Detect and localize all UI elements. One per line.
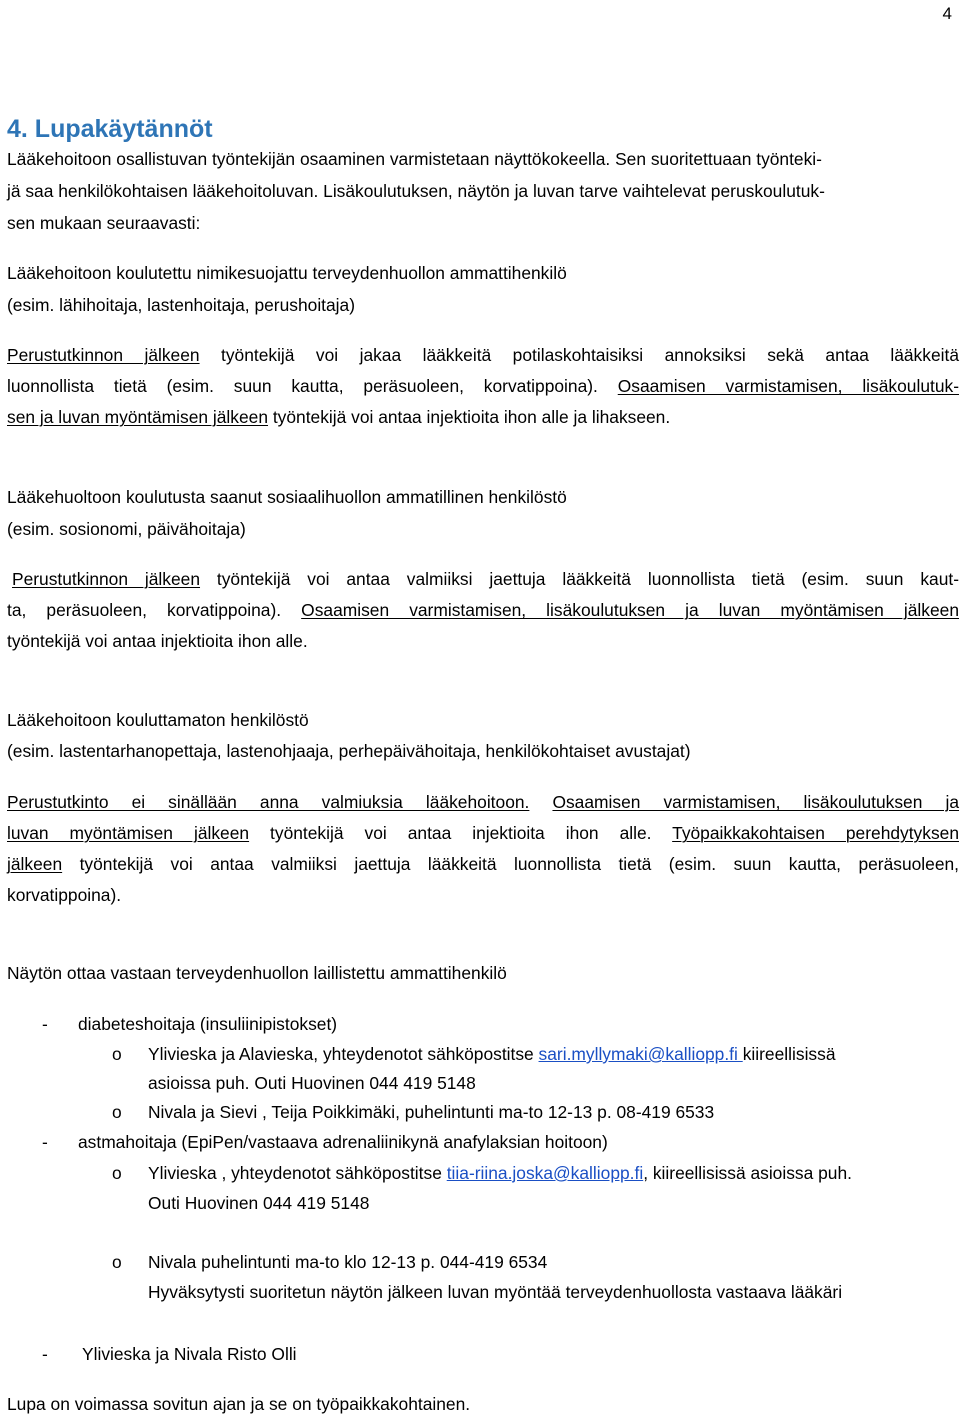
sublist-item-nivala-asthma: Nivala puhelintunti ma-to klo 12-13 p. 044-419 6534 [148, 1252, 548, 1272]
underlined-phrase: Osaamisen varmistamisen, lisäkoulutuk- [617, 376, 959, 396]
section-text-line-2 [7, 595, 959, 626]
text-span: työntekijä voi antaa injektioita ihon alle ja lihakseen. [268, 407, 671, 427]
underlined-phrase: sen ja luvan myöntämisen jälkeen [7, 407, 269, 427]
list-item-diabetes: diabeteshoitaja (insuliinipistokset) [78, 1014, 338, 1034]
section-text-line-1 [7, 787, 959, 818]
sublist-item-approval-note: Hyväksytysti suoritetun näytön jälkeen luvan myöntää terveydenhuollosta vastaava lääkäri [148, 1282, 843, 1302]
section-heading: 4. Lupakäytännöt [7, 115, 213, 143]
list-item-asthma: astmahoitaja (EpiPen/vastaava adrenaliinikynä anafylaksian hoitoon) [78, 1132, 608, 1152]
text-span: työntekijä voi jakaa lääkkeitä potilaskohtaisiksi annoksiksi sekä antaa lääkkeitä [199, 345, 959, 365]
list-bullet: o [112, 1252, 122, 1272]
underlined-phrase: Osaamisen varmistamisen, lisäkoulutuksen ja luvan myöntämisen jälkeen [301, 600, 959, 620]
section-text-line-3 [7, 849, 959, 880]
section-text-line-4: korvatippoina). [7, 885, 122, 905]
section-examples: (esim. lähihoitaja, lastenhoitaja, perushoitaja) [7, 295, 356, 315]
list-item-physician: Ylivieska ja Nivala Risto Olli [82, 1344, 297, 1364]
text-span: luonnollista tietä (esim. suun kautta, peräsuoleen, korvatippoina). [7, 376, 618, 396]
sublist-item-continuation: Outi Huovinen 044 419 5148 [148, 1193, 370, 1213]
section-text-line-1 [12, 564, 959, 595]
section-title: Lääkehoitoon koulutettu nimikesuojattu terveydenhuollon ammattihenkilö [7, 263, 567, 283]
page-number: 4 [942, 4, 952, 23]
section-title: Lääkehoitoon kouluttamaton henkilöstö [7, 710, 309, 730]
text-span: työntekijä voi antaa valmiiksi jaettuja lääkkeitä luonnollista tietä (esim. suun kaut- [200, 569, 959, 589]
receiver-line: Näytön ottaa vastaan terveydenhuollon laillistettu ammattihenkilö [7, 963, 507, 983]
underlined-phrase: Osaamisen varmistamisen, lisäkoulutuksen ja [552, 792, 959, 812]
underlined-phrase: Työpaikkakohtaisen perehdytyksen [672, 823, 959, 843]
section-text-line-1 [7, 340, 959, 371]
intro-line-1: Lääkehoitoon osallistuvan työntekijän osaaminen varmistetaan näyttökokeella. Sen suoritettuaan työnteki- [7, 149, 822, 169]
sublist-item-nivala-diabetes: Nivala ja Sievi , Teija Poikkimäki, puhelintunti ma-to 12-13 p. 08-419 6533 [148, 1102, 715, 1122]
text-span [529, 792, 552, 812]
underlined-phrase: Perustutkinnon jälkeen [7, 345, 200, 365]
section-text-line-3 [7, 402, 670, 433]
sublist-item-continuation: asioissa puh. Outi Huovinen 044 419 5148 [148, 1073, 476, 1093]
text-span: Ylivieska , yhteydenotot sähköpostitse [148, 1163, 447, 1183]
underlined-phrase: Perustutkinto ei sinällään anna valmiuksia lääkehoitoon. [7, 792, 530, 812]
intro-line-2: jä saa henkilökohtaisen lääkehoitoluvan. Lisäkoulutuksen, näytön ja luvan tarve vaihtelevat peruskoulutuk- [7, 181, 825, 201]
list-dash: - [42, 1014, 48, 1034]
text-span: työntekijä voi antaa valmiiksi jaettuja lääkkeitä luonnollista tietä (esim. suun kautta, peräsuoleen, [62, 854, 959, 874]
list-dash: - [42, 1132, 48, 1152]
email-link[interactable]: tiia-riina.joska@kalliopp.fi [446, 1163, 644, 1183]
section-text-line-3: työntekijä voi antaa injektioita ihon alle. [7, 631, 308, 651]
section-examples: (esim. lastentarhanopettaja, lastenohjaaja, perhepäivähoitaja, henkilökohtaiset avustajat) [7, 741, 691, 761]
closing-line: Lupa on voimassa sovitun ajan ja se on työpaikkakohtainen. [7, 1394, 471, 1414]
text-span: työntekijä voi antaa injektioita ihon alle. [249, 823, 673, 843]
text-span: Ylivieska ja Alavieska, yhteydenotot sähköpostitse [148, 1044, 539, 1064]
list-dash: - [42, 1344, 48, 1364]
list-bullet: o [112, 1163, 122, 1183]
list-bullet: o [112, 1102, 122, 1122]
sublist-item-ylivieska-diabetes [148, 1039, 836, 1070]
underlined-phrase: jälkeen [7, 854, 63, 874]
text-span: kiireellisissä [742, 1044, 836, 1064]
underlined-phrase: Perustutkinnon jälkeen [12, 569, 201, 589]
section-title: Lääkehuoltoon koulutusta saanut sosiaalihuollon ammatillinen henkilöstö [7, 487, 567, 507]
list-bullet: o [112, 1044, 122, 1064]
sublist-item-ylivieska-asthma [148, 1158, 852, 1189]
email-link[interactable]: sari.myllymaki@kalliopp.fi [538, 1044, 743, 1064]
text-span: ta, peräsuoleen, korvatippoina). [7, 600, 302, 620]
text-span: , kiireellisissä asioissa puh. [643, 1163, 852, 1183]
underlined-phrase: luvan myöntämisen jälkeen [7, 823, 250, 843]
section-examples: (esim. sosionomi, päivähoitaja) [7, 519, 246, 539]
section-text-line-2 [7, 371, 959, 402]
section-text-line-2 [7, 818, 959, 849]
intro-line-3: sen mukaan seuraavasti: [7, 213, 201, 233]
